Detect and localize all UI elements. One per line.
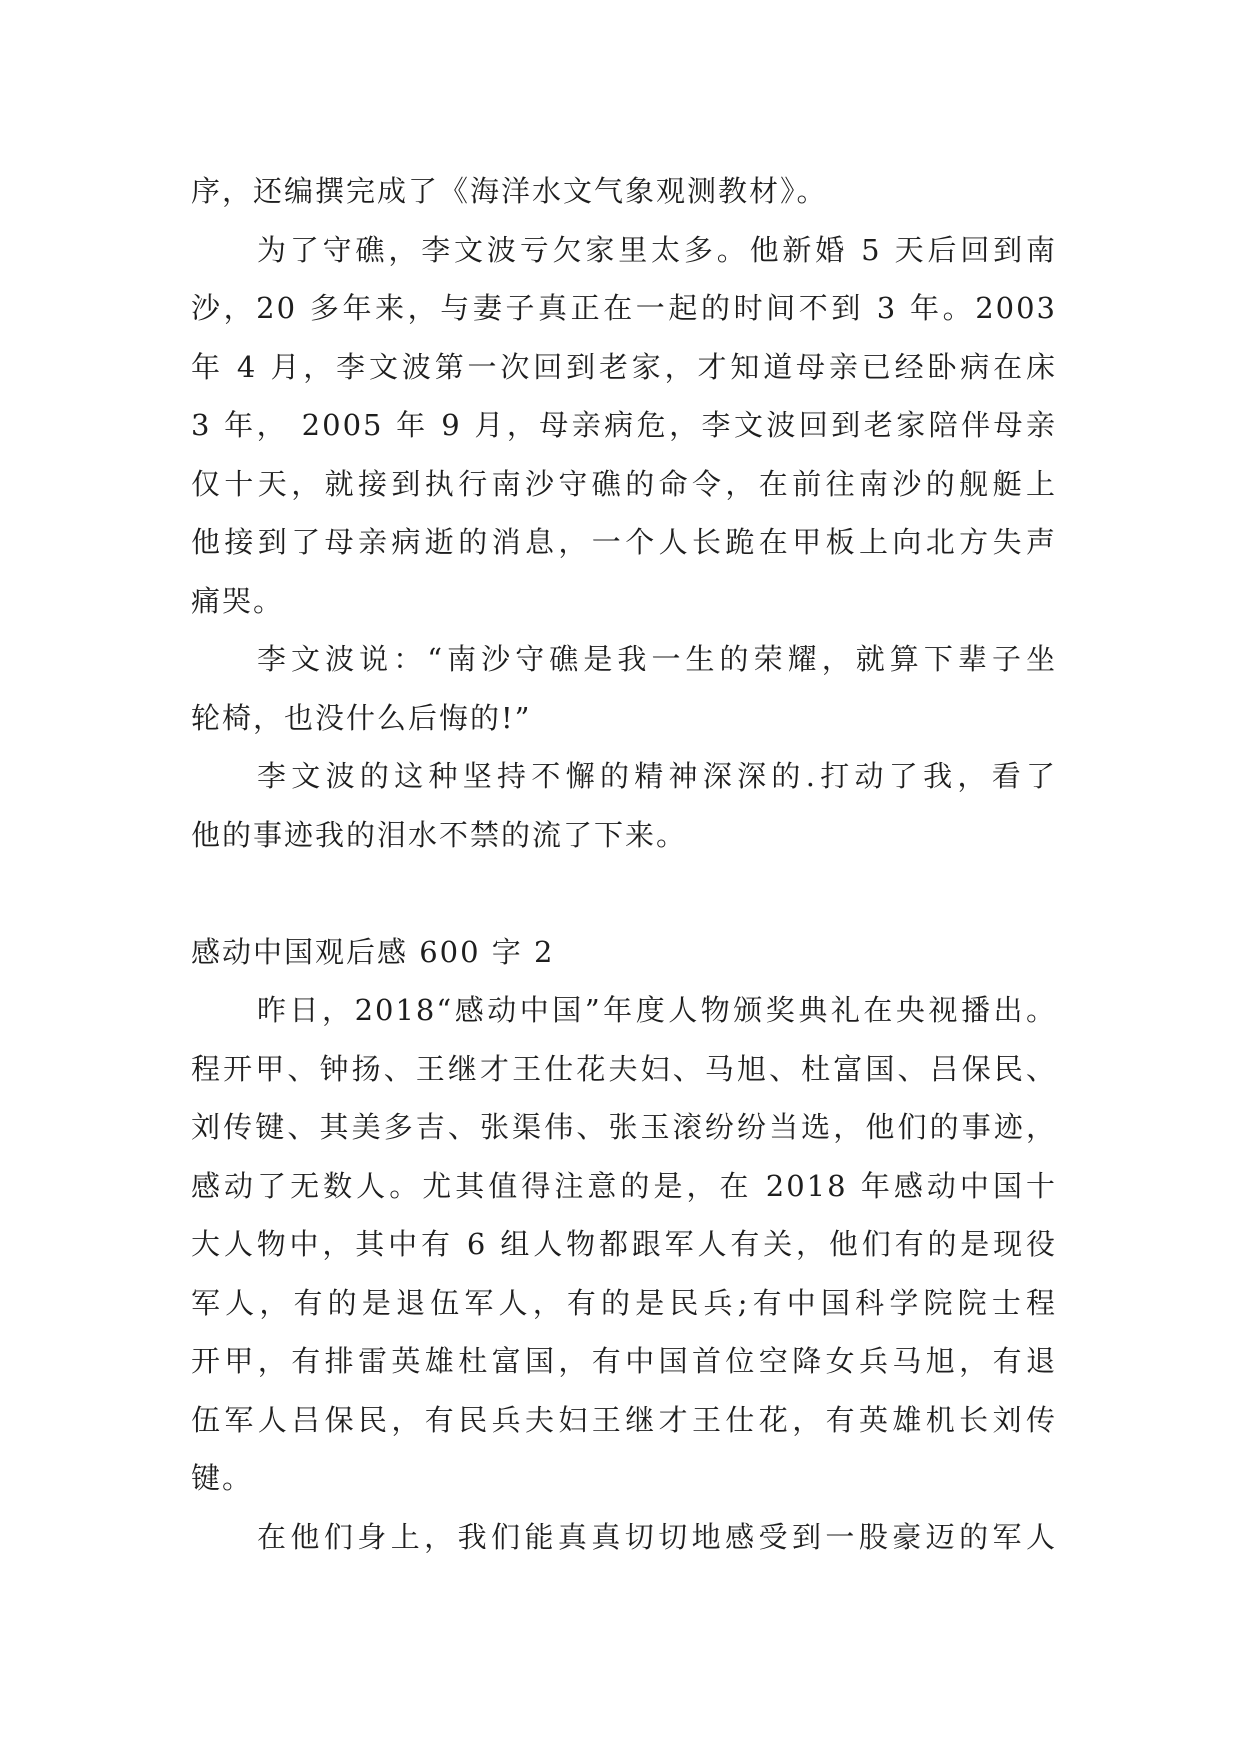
- text-line: 李文波说：“南沙守礁是我一生的荣耀，就算下辈子坐: [257, 642, 1057, 676]
- text-line: 序，还编撰完成了《海洋水文气象观测教材》。: [191, 174, 828, 208]
- text-line: 在他们身上，我们能真真切切地感受到一股豪迈的军人: [257, 1519, 1057, 1554]
- text-line: 为了守礁，李文波亏欠家里太多。他新婚 5 天后回到南: [257, 232, 1057, 267]
- text-line: 程开甲、钟扬、王继才王仕花夫妇、马旭、杜富国、吕保民、: [191, 1051, 1057, 1086]
- text-line: 痛哭。: [191, 583, 285, 618]
- text-line: 他接到了母亲病逝的消息，一个人长跪在甲板上向北方失声: [191, 525, 1057, 559]
- text-line: 仅十天，就接到执行南沙守礁的命令，在前往南沙的舰艇上: [191, 466, 1057, 501]
- text-line: 军人，有的是退伍军人，有的是民兵;有中国科学院院士程: [191, 1285, 1057, 1320]
- text-line: 昨日，2018“感动中国”年度人物颁奖典礼在央视播出。: [257, 993, 1057, 1027]
- text-line: 他的事迹我的泪水不禁的流了下来。: [191, 817, 688, 852]
- text-line: 伍军人吕保民，有民兵夫妇王继才王仕花，有英雄机长刘传: [191, 1402, 1057, 1437]
- text-line: 3 年， 2005 年 9 月，母亲病危，李文波回到老家陪伴母亲: [191, 408, 1057, 442]
- text-line: 年 4 月，李文波第一次回到老家，才知道母亲已经卧病在床: [191, 349, 1057, 384]
- text-line: 轮椅，也没什么后悔的!”: [191, 700, 532, 735]
- text-line: 键。: [191, 1461, 254, 1495]
- blank-line: [191, 864, 1057, 923]
- text-line: 开甲，有排雷英雄杜富国，有中国首位空降女兵马旭，有退: [191, 1344, 1057, 1378]
- text-line: 李文波的这种坚持不懈的精神深深的.打动了我，看了: [257, 759, 1057, 793]
- text-line: 刘传键、其美多吉、张渠伟、张玉滚纷纷当选，他们的事迹，: [191, 1110, 1057, 1144]
- document-body: [191, 162, 1057, 1566]
- section-heading: 感动中国观后感 600 字 2: [191, 934, 555, 969]
- text-line: 感动了无数人。尤其值得注意的是，在 2018 年感动中国十: [191, 1168, 1057, 1203]
- text-line: 沙，20 多年来，与妻子真正在一起的时间不到 3 年。2003: [191, 291, 1057, 325]
- text-line: 大人物中，其中有 6 组人物都跟军人有关，他们有的是现役: [191, 1227, 1057, 1261]
